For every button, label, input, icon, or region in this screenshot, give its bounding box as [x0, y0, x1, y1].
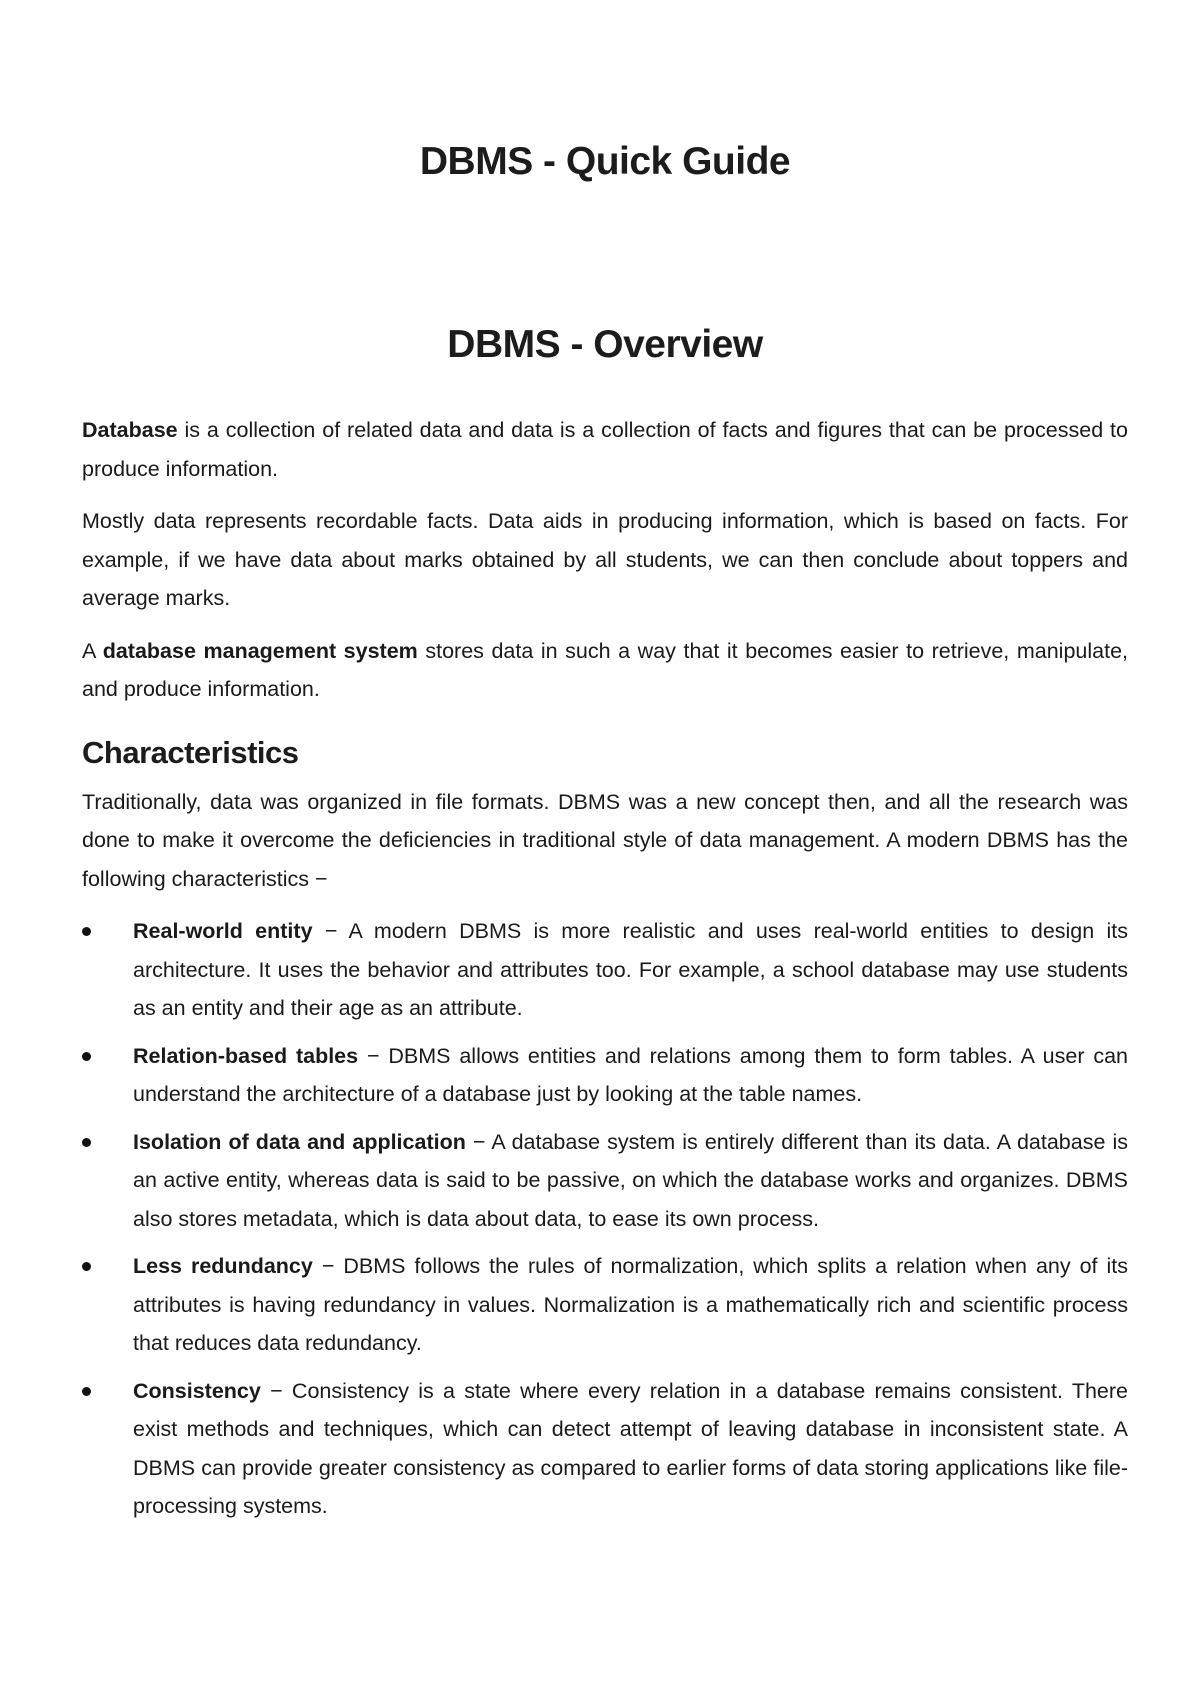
list-item-term: Isolation of data and application [133, 1129, 466, 1154]
paragraph-text: Mostly data represents recordable facts. Data aids in producing information, which is based on facts. For example, if we have data about marks obtained by all students, we can then conclude about toppers and average marks. [82, 509, 1128, 610]
list-item-term: Relation-based tables [133, 1043, 359, 1068]
list-item-desc: − DBMS allows entities and relations among them to form tables. A user can understand the architecture of a database just by looking at the table names. [133, 1043, 1128, 1106]
paragraph-database-definition [82, 411, 1128, 488]
bullet-icon [82, 1262, 91, 1271]
document-body [82, 411, 1128, 1535]
characteristics-list [82, 912, 1128, 1526]
list-item-term: Less redundancy [133, 1254, 313, 1278]
list-item [82, 1037, 1128, 1114]
bullet-icon [82, 927, 91, 936]
term-database: Database [82, 418, 178, 442]
list-item [82, 912, 1128, 1028]
list-item-desc: − DBMS follows the rules of normalization, which splits a relation when any of its attributes is having redundancy in values. Normalization is a mathematically rich and scientific process that reduces data redundancy. [133, 1254, 1128, 1355]
bullet-icon [82, 1387, 91, 1396]
heading-characteristics: Characteristics [82, 734, 299, 770]
document-title: DBMS - Quick Guide [419, 140, 791, 183]
paragraph-dbms-definition [82, 632, 1128, 709]
list-item [82, 1247, 1128, 1363]
list-item-term: Consistency [133, 1378, 261, 1403]
paragraph-text: is a collection of related data and data is a collection of facts and figures that can be processed to produce information. [82, 418, 1128, 481]
list-item [82, 1372, 1128, 1526]
paragraph-text: stores data in such a way that it becomes easier to retrieve, manipulate, and produce information. [82, 638, 1128, 701]
list-item [82, 1123, 1128, 1239]
paragraph-prefix: A [82, 638, 103, 663]
term-dbms: database management system [102, 638, 418, 663]
list-item-desc: − A modern DBMS is more realistic and uses real-world entities to design its architecture. It uses the behavior and attributes too. For example, a school database may use students as an entity and their age as an attribute. [133, 919, 1128, 1020]
paragraph-characteristics-intro: Traditionally, data was organized in file formats. DBMS was a new concept then, and all the research was done to make it overcome the deficiencies in traditional style of data management. A modern DBMS has the following characteristics − [82, 789, 1128, 891]
list-item-term: Real-world entity [133, 919, 313, 943]
bullet-icon [82, 1138, 91, 1147]
bullet-icon [82, 1052, 91, 1061]
section-title-overview: DBMS - Overview [447, 323, 763, 366]
paragraph-recordable-facts [82, 502, 1128, 618]
list-item-desc: − A database system is entirely different than its data. A database is an active entity, whereas data is said to be passive, on which the database works and organizes. DBMS also stores metadata, which is data about data, to ease its own process. [133, 1129, 1128, 1231]
list-item-desc: − Consistency is a state where every relation in a database remains consistent. There exist methods and techniques, which can detect attempt of leaving database in inconsistent state. A DBMS can provide greater consistency as compared to earlier forms of data storing applications like file-processing systems. [133, 1378, 1128, 1518]
